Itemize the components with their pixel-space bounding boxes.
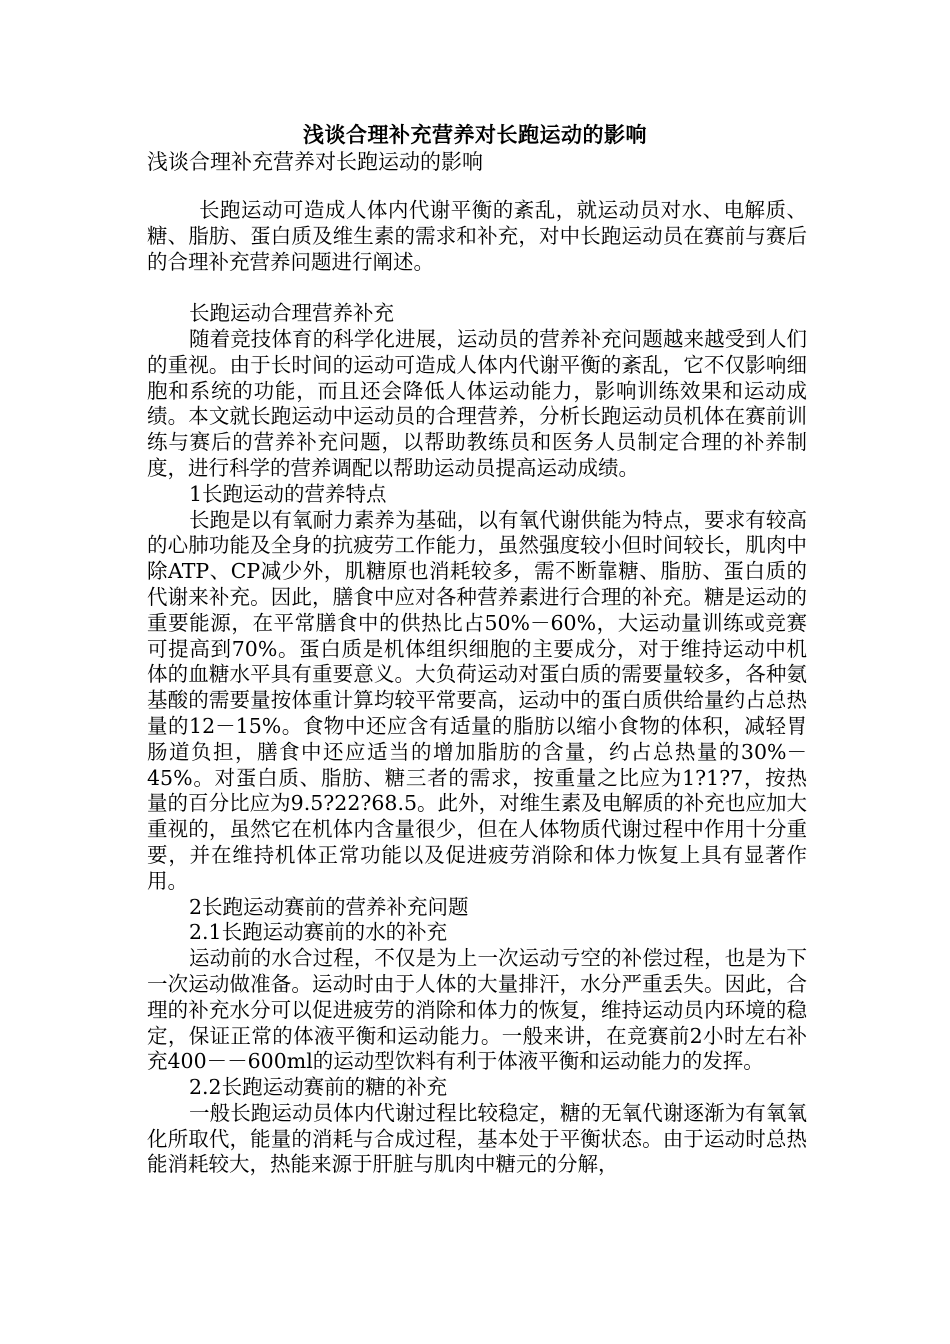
section-2-1-paragraph: 运动前的水合过程，不仅是为上一次运动亏空的补偿过程，也是为下一次运动做准备。运动时由于人体的大量排汗，水分严重丢失。因此，合理的补充水分可以促进疲劳的消除和体力的恢复，维持运动员内环境的稳定，保证正常的体液平衡和运动能力。一般来讲，在竞赛前2小时左右补充400－－600ml的运动型饮料有利于体液平衡和运动能力的发挥。 bbox=[147, 946, 807, 1074]
intro-paragraph: 随着竞技体育的科学化进展，运动员的营养补充问题越来越受到人们的重视。由于长时间的运动可造成人体内代谢平衡的紊乱，它不仅影响细胞和系统的功能，而且还会降低人体运动能力，影响训练效果和运动成绩。本文就长跑运动中运动员的合理营养，分析长跑运动员机体在赛前训练与赛后的营养补充问题，以帮助教练员和医务人员制定合理的补养制度，进行科学的营养调配以帮助运动员提高运动成绩。 bbox=[147, 326, 807, 480]
section-heading-2: 2长跑运动赛前的营养补充问题 bbox=[189, 894, 469, 919]
section-heading-2-1: 2.1长跑运动赛前的水的补充 bbox=[189, 920, 448, 945]
section-heading-1: 1长跑运动的营养特点 bbox=[189, 481, 387, 506]
document-body bbox=[147, 198, 807, 1178]
section-2-2-paragraph: 一般长跑运动员体内代谢过程比较稳定，糖的无氧代谢逐渐为有氧氧化所取代，能量的消耗与合成过程，基本处于平衡状态。由于运动时总热能消耗较大，热能来源于肝脏与肌肉中糖元的分解， bbox=[147, 1100, 807, 1177]
section-heading-2-2: 2.2长跑运动赛前的糖的补充 bbox=[189, 1075, 448, 1100]
keywords-line: 长跑运动合理营养补充 bbox=[189, 301, 394, 326]
section-1-paragraph: 长跑是以有氧耐力素养为基础，以有氧代谢供能为特点，要求有较高的心肺功能及全身的抗疲劳工作能力，虽然强度较小但时间较长，肌肉中除ATP、CP减少外，肌糖原也消耗较多，需不断靠糖、脂肪、蛋白质的代谢来补充。因此，膳食中应对各种营养素进行合理的补充。糖是运动的重要能源，在平常膳食中的供热比占50%－60%，大运动量训练或竞赛可提高到70%。蛋白质是机体组织细胞的主要成分，对于维持运动中机体的血糖水平具有重要意义。大负荷运动对蛋白质的需要量较多，各种氨基酸的需要量按体重计算均较平常要高，运动中的蛋白质供给量约占总热量的12－15%。食物中还应含有适量的脂肪以缩小食物的体积，减轻胃肠道负担，膳食中还应适当的增加脂肪的含量，约占总热量的30%－45%。对蛋白质、脂肪、糖三者的需求，按重量之比应为1?1?7，按热量的百分比应为9.5?22?68.5。此外，对维生素及电解质的补充也应加大重视的，虽然它在机体内含量很少，但在人体物质代谢过程中作用十分重要，并在维持机体正常功能以及促进疲劳消除和体力恢复上具有显著作用。 bbox=[147, 507, 807, 893]
document-title: 浅谈合理补充营养对长跑运动的影响 bbox=[303, 122, 647, 147]
abstract-paragraph: 长跑运动可造成人体内代谢平衡的紊乱，就运动员对水、电解质、糖、脂肪、蛋白质及维生素的需求和补充，对中长跑运动员在赛前与赛后的合理补充营养问题进行阐述。 bbox=[147, 198, 807, 274]
document-subtitle: 浅谈合理补充营养对长跑运动的影响 bbox=[147, 150, 483, 174]
